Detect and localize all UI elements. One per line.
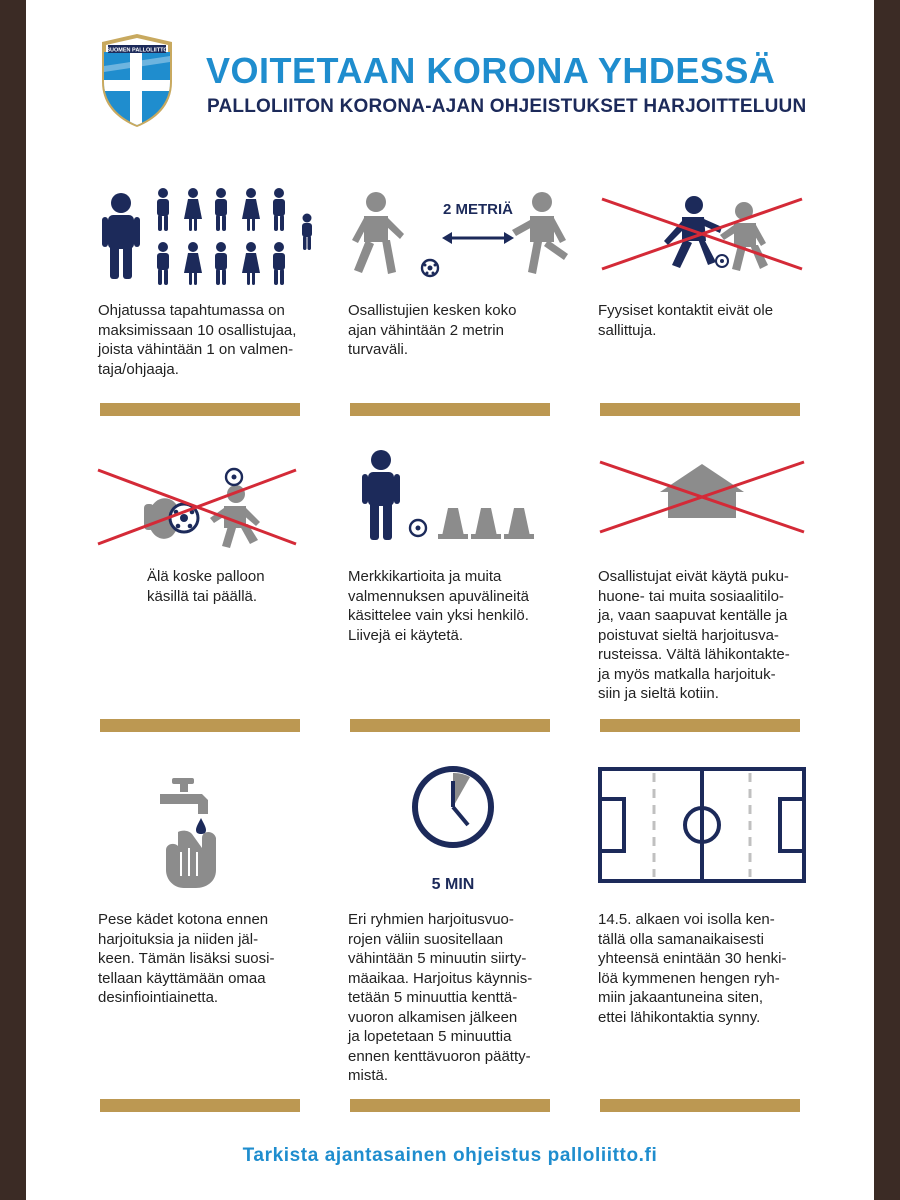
rule-text: Eri ryhmien harjoitusvuo- rojen väliin suositellaan vähintään 5 minuutin siirty- mäaikaa. Harjoitus käynnis- tetään 5 minuuttia kenttä- vuoron alkamisen jälkeen ja lopetetaan 5 minuuttia ennen kenttävuoron päätty- mistä. [348,911,533,1084]
rule-text: Fyysiset kontaktit eivät ole sallittuja. [598,302,774,339]
poster [26,0,874,1200]
no-dressing-room-icon [596,458,808,536]
divider-bar [600,403,800,416]
divider-bar [350,719,550,732]
page-title: VOITETAAN KORONA YHDESSÄ [206,50,776,91]
divider-bar [350,403,550,416]
rule-text: Ohjatussa tapahtumassa on maksimissaan 10 osallistujaa, joista vähintään 1 on valmen- taja/ohjaaja. [98,302,297,378]
divider-bar [600,719,800,732]
divider-bar [350,1099,550,1112]
football-pitch-icon [596,765,808,885]
palloliitto-logo [100,32,174,128]
page-subtitle: PALLOLIITON KORONA-AJAN OHJEISTUKSET HARJOITTELUUN [207,96,807,117]
footer-link-text: Tarkista ajantasainen ohjeistus palloliitto.fi [242,1145,658,1166]
wash-hands-icon [158,770,242,890]
svg-text:SUOMEN PALLOLIITTO: SUOMEN PALLOLIITTO [106,47,168,54]
divider-bar [600,1099,800,1112]
clock-5-min-icon [398,765,508,895]
rule-text: Merkkikartioita ja muita valmennuksen apuvälineitä käsittelee vain yksi henkilö. Liivejä ei käytetä. [348,568,529,644]
svg-text:5 MIN: 5 MIN [431,876,475,893]
divider-bar [100,1099,300,1112]
ten-people-icon [96,185,326,290]
rule-text: Älä koske palloon käsillä tai päällä. [147,568,265,605]
no-physical-contact-icon [598,193,806,273]
rule-text: Osallistujat eivät käytä puku- huone- tai muita sosiaalitilo- ja, vaan saapuvat kentälle ja poistuvat sieltä harjoitusva- rusteissa. Vältä lähikontakte- ja myös matkalla harjoituk- siin ja sieltä kotiin. [598,568,790,702]
rule-text: Osallistujien kesken koko ajan vähintään 2 metrin turvaväli. [348,302,517,358]
cones-one-person-icon [356,448,546,544]
divider-bar [100,403,300,416]
two-meter-distance-icon [344,190,584,285]
rule-text: 14.5. alkaen voi isolla ken- tällä olla samanaikaisesti yhteensä enintään 30 henki- löä kymmenen hengen ryh- miin jakaantuneina siten, ettei lähikontaktia synny. [598,911,787,1026]
rule-text: Pese kädet kotona ennen harjoituksia ja niiden jäl- keen. Tämän lisäksi suosi- tellaan käyttämään omaa desinfiointiainetta. [98,911,275,1006]
svg-text:2 METRIÄ: 2 METRIÄ [442,201,514,218]
divider-bar [100,719,300,732]
no-touching-ball-icon [96,466,300,548]
